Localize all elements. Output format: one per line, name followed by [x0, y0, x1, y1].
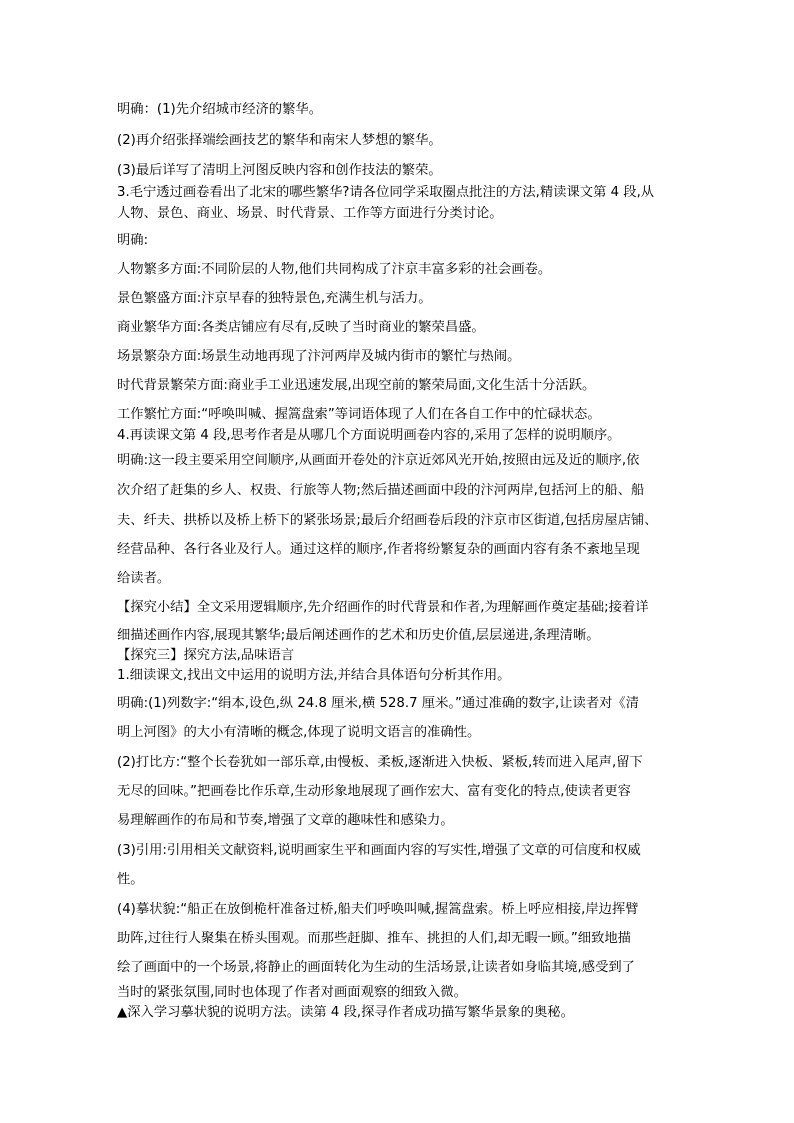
text-line: 1.细读课文,找出文中运用的说明方法,并结合具体语句分析其作用。	[117, 668, 511, 683]
text-line: ▲深入学习摹状貌的说明方法。读第 4 段,探寻作者成功描写繁华景象的奥秘。	[117, 1005, 574, 1020]
text-line: 人物、景色、商业、场景、时代背景、工作等方面进行分类讨论。	[117, 206, 503, 221]
text-line: 时代背景繁荣方面:商业手工业迅速发展,出现空前的繁荣局面,文化生活十分活跃。	[117, 378, 596, 393]
text-line: 3.毛宁透过画卷看出了北宋的哪些繁华?请各位同学采取圈点批注的方法,精读课文第 4 段,从	[117, 185, 655, 200]
text-line: (3)最后详写了清明上河图反映内容和创作技法的繁荣。	[117, 163, 442, 178]
text-line: 【探究小结】全文采用逻辑顺序,先介绍画作的时代背景和作者,为理解画作奠定基础;接着详	[117, 600, 649, 615]
text-line: 助阵,过往行人聚集在桥头围观。而那些赶脚、推车、挑担的人们,却无暇一顾。”细致地描	[117, 931, 631, 946]
text-line: 易理解画作的布局和节奏,增强了文章的趣味性和感染力。	[117, 813, 454, 828]
text-line: 人物繁多方面:不同阶层的人物,他们共同构成了汴京丰富多彩的社会画卷。	[117, 262, 552, 277]
text-line: 细描述画作内容,展现其繁华;最后阐述画作的艺术和历史价值,层层递进,条理清晰。	[117, 628, 600, 643]
text-line: 明确:(1)列数字:“绢本,设色,纵 24.8 厘米,横 528.7 厘米。”通过准确的数字,让读者对《清	[117, 696, 640, 711]
text-line: 性。	[117, 872, 144, 887]
text-line: (2)再介绍张择端绘画技艺的繁华和南宋人梦想的繁华。	[117, 133, 442, 148]
text-line: 明确:	[117, 233, 149, 248]
text-line: 【探究三】探究方法,品味语言	[117, 648, 295, 663]
text-line: 经营品种、各行各业及行人。通过这样的顺序,作者将纷繁复杂的画面内容有条不紊地呈现	[117, 542, 640, 557]
text-line: 次介绍了赶集的乡人、权贵、行旅等人物;然后描述画面中段的汴河两岸,包括河上的船、船	[117, 483, 645, 498]
text-line: (3)引用:引用相关文献资料,说明画家生平和画面内容的写实性,增强了文章的可信度和权威	[117, 843, 641, 858]
text-line: 工作繁忙方面:“呼唤叫喊、握篙盘索”等词语体现了人们在各自工作中的忙碌状态。	[117, 407, 601, 422]
text-line: 商业繁华方面:各类店铺应有尽有,反映了当时商业的繁荣昌盛。	[117, 320, 485, 335]
text-line: 场景繁杂方面:场景生动地再现了汴河两岸及城内街市的繁忙与热闹。	[117, 349, 521, 364]
text-line: 明上河图》的大小有清晰的概念,体现了说明文语言的准确性。	[117, 725, 481, 740]
text-line: 明确：(1)先介绍城市经济的繁华。	[117, 102, 322, 117]
text-line: (2)打比方:“整个长卷犹如一部乐章,由慢板、柔板,逐渐进入快板、紧板,转而进入尾声,留下	[117, 755, 643, 770]
text-line: 夫、纤夫、拱桥以及桥上桥下的紧张场景;最后介绍画卷后段的汴京市区街道,包括房屋店铺、	[117, 513, 658, 528]
text-line: 景色繁盛方面:汴京早春的独特景色,充满生机与活力。	[117, 291, 432, 306]
text-line: 给读者。	[117, 571, 171, 586]
text-line: (4)摹状貌:“船正在放倒桅杆准备过桥,船夫们呼唤叫喊,握篙盘索。桥上呼应相接,岸边挥臂	[117, 902, 639, 917]
text-line: 绘了画面中的一个场景,将静止的画面转化为生动的生活场景,让读者如身临其境,感受到了	[117, 960, 635, 975]
text-line: 4.再读课文第 4 段,思考作者是从哪几个方面说明画卷内容的,采用了怎样的说明顺序。	[117, 428, 621, 443]
text-line: 无尽的回味。”把画卷比作乐章,生动形象地展现了画作宏大、富有变化的特点,使读者更容	[117, 784, 631, 799]
text-line: 当时的紧张氛围,同时也体现了作者对画面观察的细致入微。	[117, 985, 467, 1000]
text-line: 明确:这一段主要采用空间顺序,从画面开卷处的汴京近郊风光开始,按照由远及近的顺序,依	[117, 453, 640, 468]
